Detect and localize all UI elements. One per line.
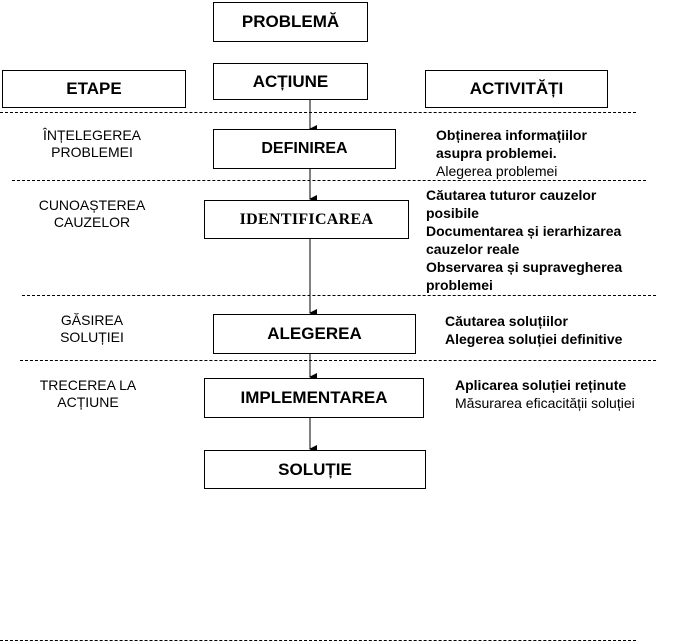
- stages-header-label: ETAPE: [66, 79, 122, 98]
- activities-understanding: Obținerea informațiilor asupra problemei. Alegerea problemei: [436, 127, 587, 179]
- step-solution-box: [204, 450, 426, 489]
- step-define-box: [213, 129, 396, 169]
- separator-line-4: [20, 360, 656, 361]
- step-implement-box: [204, 378, 424, 418]
- separator-line-3: [22, 295, 656, 296]
- step-identify-label: IDENTIFICAREA: [239, 210, 374, 228]
- stage-label-causes: CUNOAȘTEREA CAUZELOR: [38, 197, 146, 230]
- step-define-label: DEFINIREA: [261, 140, 348, 157]
- stage-label-solution: GĂSIREA SOLUȚIEI: [60, 312, 124, 345]
- action-label: ACȚIUNE: [252, 71, 329, 91]
- step-identify-box: [204, 200, 409, 239]
- step-implement-label: IMPLEMENTAREA: [240, 388, 388, 407]
- step-choose-box: [213, 314, 416, 354]
- problem-box: [213, 2, 368, 42]
- step-solution-label: SOLUȚIE: [278, 459, 352, 479]
- activities-solution: Căutarea soluțiilor Alegerea soluției definitive: [445, 313, 623, 347]
- stages-header-box: [2, 70, 186, 108]
- activities-action: Aplicarea soluției reținute Măsurarea eficacității soluției: [455, 377, 635, 411]
- separator-line-2: [12, 180, 646, 181]
- activities-header-box: [425, 70, 608, 108]
- separator-line-bottom: [0, 640, 636, 641]
- stage-label-understanding: ÎNȚELEGEREA PROBLEMEI: [42, 127, 142, 160]
- separator-line-1: [0, 112, 636, 113]
- stage-label-action: TRECEREA LA ACȚIUNE: [39, 377, 137, 410]
- activities-causes: Căutarea tuturor cauzelor posibile Documentarea și ierarhizarea cauzelor reale Observarea și supravegherea problemei: [426, 187, 623, 293]
- activities-header-label: ACTIVITĂȚI: [469, 79, 564, 98]
- action-box: [213, 63, 368, 100]
- step-choose-label: ALEGEREA: [267, 324, 362, 343]
- problem-label: PROBLEMĂ: [241, 12, 340, 31]
